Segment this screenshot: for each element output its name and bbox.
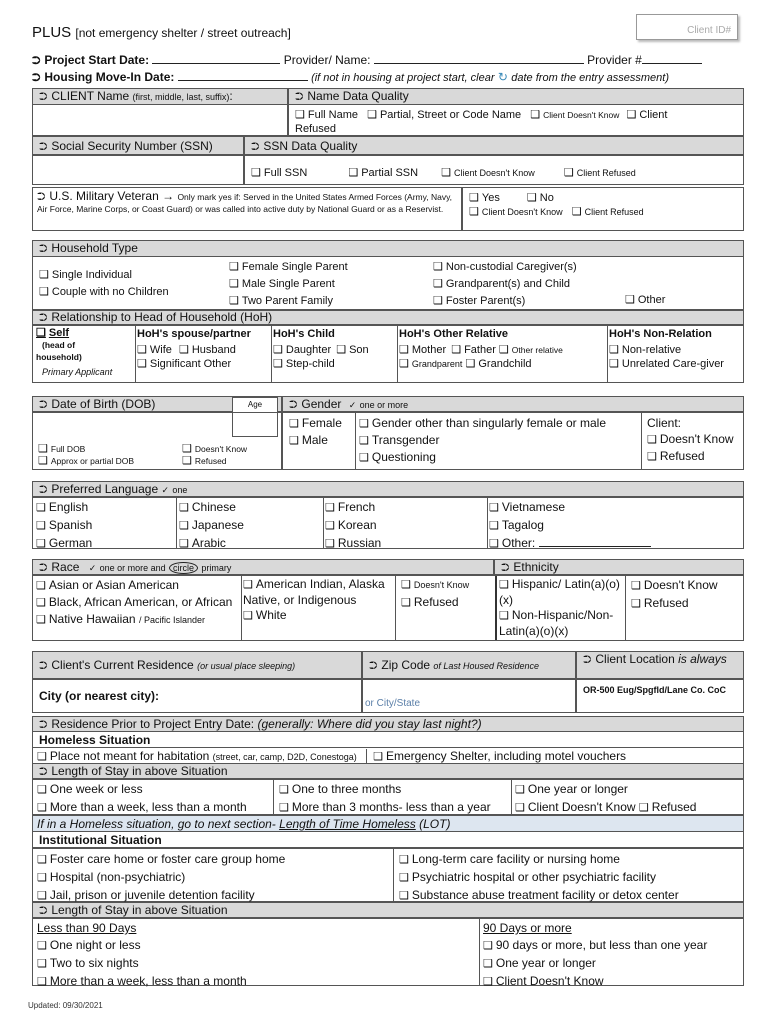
dob-header: ⮊ Date of Birth (DOB): [32, 396, 282, 412]
son-checkbox[interactable]: ❑ Son: [336, 344, 368, 356]
homeless-heading: Homeless Situation: [32, 731, 744, 748]
self-checkbox[interactable]: ❑ Self: [36, 327, 136, 339]
long-term-care-checkbox[interactable]: ❑ Long-term care facility or nursing home: [399, 851, 679, 869]
daughter-checkbox[interactable]: ❑ Daughter: [273, 344, 331, 356]
american-indian-checkbox[interactable]: ❑ American Indian, Alaska Native, or Indigenous: [243, 577, 393, 608]
relationship-header: ⮊ Relationship to Head of Household (HoH): [32, 310, 744, 325]
partial-ssn-checkbox[interactable]: ❑ Partial SSN: [348, 167, 418, 179]
russian-checkbox[interactable]: ❑ Russian: [325, 535, 381, 553]
jail-checkbox[interactable]: ❑ Jail, prison or juvenile detention facility: [37, 887, 285, 905]
two-six-nights-checkbox[interactable]: ❑ Two to six nights: [37, 955, 247, 973]
one-week-checkbox[interactable]: ❑ One week or less: [37, 781, 247, 799]
name-doesnt-know-checkbox[interactable]: ❑ Client Doesn't Know: [530, 110, 619, 120]
substance-abuse-checkbox[interactable]: ❑ Substance abuse treatment facility or detox center: [399, 887, 679, 905]
emergency-shelter-checkbox[interactable]: ❑ Emergency Shelter, including motel vouchers: [366, 749, 626, 763]
institutional-options: [32, 848, 744, 902]
couple-no-children-checkbox[interactable]: ❑ Couple with no Children: [39, 284, 169, 301]
ethnicity-refused-checkbox[interactable]: ❑ Refused: [631, 595, 718, 613]
single-individual-checkbox[interactable]: ❑ Single Individual: [39, 267, 169, 284]
household-other-checkbox[interactable]: ❑ Other: [625, 293, 665, 307]
vietnamese-checkbox[interactable]: ❑ Vietnamese: [489, 499, 739, 517]
foster-care-checkbox[interactable]: ❑ Foster care home or foster care group home: [37, 851, 285, 869]
ssn-refused-checkbox[interactable]: ❑ Client Refused: [564, 168, 636, 178]
female-single-parent-checkbox[interactable]: ❑ Female Single Parent: [229, 259, 348, 276]
veteran-options: [462, 187, 744, 231]
husband-checkbox[interactable]: ❑ Husband: [179, 344, 236, 356]
client-name-header: ⮊ CLIENT Name (first, middle, last, suffix):: [32, 88, 288, 105]
zip-header: ⮊ Zip Code of Last Housed Residence: [362, 651, 576, 679]
week-to-month-checkbox[interactable]: ❑ More than a week, less than a month: [37, 799, 247, 817]
los-options: [32, 779, 744, 815]
french-checkbox[interactable]: ❑ French: [325, 499, 381, 517]
chinese-checkbox[interactable]: ❑ Chinese: [179, 499, 244, 517]
ssn-dq-header: ⮊ SSN Data Quality: [244, 136, 744, 155]
ninety-days-checkbox[interactable]: ❑ 90 days or more, but less than one year: [483, 937, 707, 955]
grandparent-checkbox[interactable]: ❑ Grandparent(s) and Child: [433, 276, 577, 293]
non-relative-checkbox[interactable]: ❑ Non-relative: [609, 343, 743, 357]
race-ethnicity-options: ❑ Asian or Asian American ❑ Black, African American, or African ❑ Native Hawaiian / Pacific Islander ❑ American Indian, Alaska Native, or Indigenous ❑ White ❑ Doesn't Know ❑ Refused ❑ Hispanic/ Latin(a)(o)(x) ❑ Non-Hispanic/Non-Latin(a)(o)(x) ❑ Doesn't Know ❑ Refused: [32, 575, 744, 641]
name-dq-options: ❑ Full Name ❑ Partial, Street or Code Name ❑ Client Doesn't Know ❑ Client Refused: [288, 104, 744, 136]
relationship-options: ❑ Self (head of household) Primary Applicant HoH's spouse/partner ❑ Wife ❑ Husband ❑ Significant Other HoH's Child ❑ Daughter ❑ Son ❑ Step-child HoH's Other Relative ❑ Mother ❑ Father ❑ Other relative ❑ Grandparent ❑ Grandchild HoH's Non-Relation ❑ Non-relative ❑ Unrelated Care-giver: [32, 325, 744, 383]
one-year-longer-checkbox[interactable]: ❑ One year or longer: [483, 955, 707, 973]
mother-checkbox[interactable]: ❑ Mother: [399, 344, 446, 356]
unrelated-caregiver-checkbox[interactable]: ❑ Unrelated Care-giver: [609, 357, 743, 371]
significant-other-checkbox[interactable]: ❑ Significant Other: [137, 357, 271, 371]
english-checkbox[interactable]: ❑ English: [36, 499, 92, 517]
homeless-options: ❑ Place not meant for habitation (street, car, camp, D2D, Conestoga) ❑ Emergency Shelter, including motel vouchers: [32, 747, 744, 764]
full-dob-checkbox[interactable]: ❑ Full DOB: [38, 443, 134, 455]
arrow-icon: [32, 70, 44, 84]
tagalog-checkbox[interactable]: ❑ Tagalog: [489, 517, 739, 535]
household-header: ⮊ Household Type: [32, 240, 744, 257]
move-in-row: ⮊ Housing Move-In Date: (if not in housing at project start, clear ↻ date from the entry assessment): [32, 69, 752, 86]
institutional-heading: Institutional Situation: [32, 831, 744, 848]
hispanic-checkbox[interactable]: ❑ Hispanic/ Latin(a)(o)(x): [499, 577, 623, 608]
residence-header: ⮊ Client's Current Residence (or usual place sleeping): [32, 651, 362, 679]
coc-value: OR-500 Eug/Spgfld/Lane Co. CoC: [576, 679, 744, 713]
one-year-checkbox[interactable]: ❑ One year or longer: [515, 781, 696, 799]
dob-refused-checkbox[interactable]: ❑ Refused: [182, 455, 247, 467]
race-header: ⮊ Race ✓ one or more and circle primary: [32, 559, 494, 575]
full-name-checkbox[interactable]: ❑ Full Name: [295, 109, 358, 121]
gender-header: ⮊ Gender ✓ one or more: [282, 396, 744, 412]
place-not-meant-checkbox[interactable]: ❑ Place not meant for habitation: [37, 749, 209, 763]
location-header: ⮊ Client Location is always: [576, 651, 744, 679]
grandparent-rel-checkbox[interactable]: ❑ Grandparent: [399, 359, 462, 369]
veteran-refused-checkbox[interactable]: ❑ Client Refused: [572, 207, 644, 217]
household-options: [32, 256, 744, 310]
foster-parent-checkbox[interactable]: ❑ Foster Parent(s): [433, 293, 577, 310]
los-refused-checkbox[interactable]: ❑ Refused: [639, 800, 697, 814]
non-hispanic-checkbox[interactable]: ❑ Non-Hispanic/Non-Latin(a)(o)(x): [499, 608, 623, 639]
father-checkbox[interactable]: ❑ Father: [451, 344, 496, 356]
ssn-header: ⮊ Social Security Number (SSN): [32, 136, 244, 155]
step-child-checkbox[interactable]: ❑ Step-child: [273, 357, 397, 371]
subtitle-text: [not emergency shelter / street outreach]: [75, 26, 291, 40]
language-options: [32, 497, 744, 549]
ethnicity-header: ⮊ Ethnicity: [494, 559, 744, 575]
updated-date: Updated: 09/30/2021: [28, 1001, 103, 1010]
race-doesnt-know-checkbox[interactable]: ❑ Doesn't Know: [401, 577, 469, 594]
gender-options: ❑ Female ❑ Male ❑ Gender other than singularly female or male ❑ Transgender ❑ Questioning Client: ❑ Doesn't Know ❑ Refused: [282, 412, 744, 470]
provider-name-input[interactable]: [374, 63, 584, 64]
veteran-label-box: ⮊ U.S. Military Veteran → Only mark yes if: Served in the United States Armed Forces (Army, Navy, Air Force, Marine Corps, or Coast Guard) or was called into active duty by National Guard or as a Reservist.: [32, 187, 462, 231]
language-other-checkbox[interactable]: ❑ Other:: [489, 536, 535, 550]
lot-link[interactable]: Length of Time Homeless: [279, 817, 416, 831]
gender-other-checkbox[interactable]: ❑ Gender other than singularly female or male: [359, 415, 606, 432]
hospital-checkbox[interactable]: ❑ Hospital (non-psychiatric): [37, 869, 285, 887]
los2-doesnt-know-checkbox[interactable]: ❑ Client Doesn't Know: [483, 973, 707, 991]
gender-doesnt-know-checkbox[interactable]: ❑ Doesn't Know: [647, 431, 734, 448]
name-dq-header: ⮊ Name Data Quality: [288, 88, 744, 105]
los2-options: Less than 90 Days ❑ One night or less ❑ Two to six nights ❑ More than a week, less than a month 90 Days or more ❑ 90 days or more, but less than one year ❑ One year or longer ❑ Client Doesn't Know: [32, 918, 744, 986]
questioning-checkbox[interactable]: ❑ Questioning: [359, 449, 606, 466]
language-other-input[interactable]: [539, 546, 651, 547]
ssn-input[interactable]: [32, 155, 244, 185]
los2-header: ⮊ Length of Stay in above Situation: [32, 902, 744, 918]
zip-input[interactable]: or City/State: [362, 679, 576, 713]
native-hawaiian-checkbox[interactable]: ❑ Native Hawaiian: [36, 612, 136, 626]
move-in-input[interactable]: [178, 80, 308, 81]
non-custodial-checkbox[interactable]: ❑ Non-custodial Caregiver(s): [433, 259, 577, 276]
wife-checkbox[interactable]: ❑ Wife: [137, 344, 172, 356]
language-header: ⮊ Preferred Language ✓ one: [32, 481, 744, 497]
asian-checkbox[interactable]: ❑ Asian or Asian American: [36, 577, 236, 594]
full-ssn-checkbox[interactable]: ❑ Full SSN: [251, 167, 307, 179]
transgender-checkbox[interactable]: ❑ Transgender: [359, 432, 606, 449]
arrow-icon: [32, 53, 44, 67]
japanese-checkbox[interactable]: ❑ Japanese: [179, 517, 244, 535]
other-relative-checkbox[interactable]: ❑ Other relative: [499, 345, 563, 355]
approx-dob-checkbox[interactable]: ❑ Approx or partial DOB: [38, 455, 134, 467]
two-parent-family-checkbox[interactable]: ❑ Two Parent Family: [229, 293, 348, 310]
ssn-dq-options: [244, 155, 744, 185]
prior-residence-header: ⮊ Residence Prior to Project Entry Date: (generally: Where did you stay last night?): [32, 716, 744, 732]
one-night-checkbox[interactable]: ❑ One night or less: [37, 937, 247, 955]
project-start-input[interactable]: [152, 63, 280, 64]
clear-icon: ↻: [497, 70, 508, 84]
city-input[interactable]: City (or nearest city):: [32, 679, 362, 713]
dob-doesnt-know-checkbox[interactable]: ❑ Doesn't Know: [182, 443, 247, 455]
title-text: PLUS: [32, 24, 72, 41]
grandchild-checkbox[interactable]: ❑ Grandchild: [465, 358, 531, 370]
race-refused-checkbox[interactable]: ❑ Refused: [401, 594, 469, 612]
client-id-field[interactable]: Client ID#: [636, 14, 738, 40]
korean-checkbox[interactable]: ❑ Korean: [325, 517, 381, 535]
arabic-checkbox[interactable]: ❑ Arabic: [179, 535, 244, 553]
veteran-no-checkbox[interactable]: ❑ No: [527, 192, 554, 204]
spanish-checkbox[interactable]: ❑ Spanish: [36, 517, 92, 535]
partial-name-checkbox[interactable]: ❑ Partial, Street or Code Name: [367, 109, 521, 121]
name-refused-checkbox[interactable]: ❑ Client: [626, 109, 667, 121]
form-title: [32, 24, 291, 41]
male-checkbox[interactable]: ❑ Male: [289, 432, 342, 449]
ssn-doesnt-know-checkbox[interactable]: ❑ Client Doesn't Know: [441, 168, 535, 178]
week-month-checkbox[interactable]: ❑ More than a week, less than a month: [37, 973, 247, 991]
veteran-doesnt-know-checkbox[interactable]: ❑ Client Doesn't Know: [469, 207, 563, 217]
male-single-parent-checkbox[interactable]: ❑ Male Single Parent: [229, 276, 348, 293]
los-header: ⮊ Length of Stay in above Situation: [32, 763, 744, 779]
homeless-note: If in a Homeless situation, go to next section- Length of Time Homeless (LOT): [32, 815, 744, 832]
psychiatric-checkbox[interactable]: ❑ Psychiatric hospital or other psychiatric facility: [399, 869, 679, 887]
one-to-three-months-checkbox[interactable]: ❑ One to three months: [279, 781, 491, 799]
white-checkbox[interactable]: ❑ White: [243, 608, 393, 624]
three-months-year-checkbox[interactable]: ❑ More than 3 months- less than a year: [279, 799, 491, 817]
gender-refused-checkbox[interactable]: ❑ Refused: [647, 448, 734, 465]
veteran-yes-checkbox[interactable]: ❑ Yes: [469, 192, 500, 204]
black-checkbox[interactable]: ❑ Black, African American, or African: [36, 594, 236, 611]
los-doesnt-know-checkbox[interactable]: ❑ Client Doesn't Know: [515, 800, 636, 814]
provider-number-input[interactable]: [642, 63, 702, 64]
project-start-row: ⮊ Project Start Date: Provider/ Name: Provider #: [32, 52, 752, 69]
age-field[interactable]: Age: [232, 397, 278, 437]
german-checkbox[interactable]: ❑ German: [36, 535, 92, 553]
ethnicity-doesnt-know-checkbox[interactable]: ❑ Doesn't Know: [631, 577, 718, 595]
client-name-input[interactable]: [32, 104, 288, 136]
female-checkbox[interactable]: ❑ Female: [289, 415, 342, 432]
